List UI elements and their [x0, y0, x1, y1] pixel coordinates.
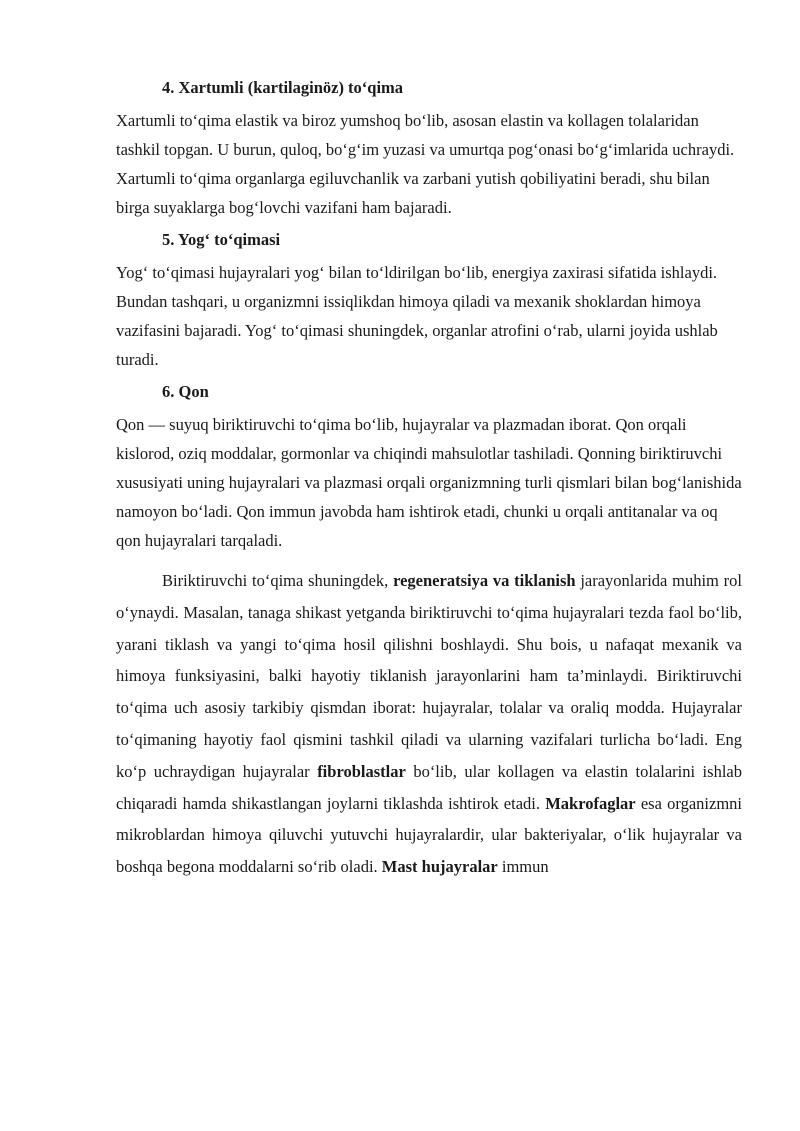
summary-text-3: bo‘lib, ular kollagen va elastin tolalarini ishlab chiqaradi hamda shikastlangan joylarni tiklashda ishtirok etadi. [116, 761, 742, 813]
summary-paragraph [116, 565, 742, 883]
summary-text-5: immun [497, 857, 549, 877]
summary-text-1: Biriktiruvchi to‘qima shuningdek, [162, 571, 394, 590]
section-text-adipose: Yog‘ to‘qimasi hujayralari yog‘ bilan to‘ldirilgan bo‘lib, energiya zaxirasi sifatida ishlaydi. Bundan tashqari, u organizmni issiqlikdan himoya qiladi va mexanik shoklardan himoya vazifasini bajaradi. Yog‘ to‘qimasi shuningdek, organlar atrofini o‘rab, ularni joyida ushlab turadi. [116, 263, 718, 369]
section-heading-cartilage: 4. Xartumli (kartilaginöz) to‘qima [162, 78, 404, 97]
summary-bold-regeneration: regeneratsiya va tiklanish [393, 571, 576, 590]
summary-text-4: esa organizmni mikroblardan himoya qiluvchi yutuvchi hujayralardir, ular bakteriyalar, o‘lik hujayralar va boshqa begona moddalarni so‘rib oladi. [116, 793, 742, 877]
document-body [116, 76, 742, 889]
summary-bold-mast-cells: Mast hujayralar [381, 857, 498, 877]
section-text-blood: Qon — suyuq biriktiruvchi to‘qima bo‘lib, hujayralar va plazmadan iborat. Qon orqali kislorod, oziq moddalar, gormonlar va chiqindi mahsulotlar tashiladi. Qonning biriktiruvchi xususiyati uning hujayralari va plazmasi orqali organizmning turli qismlari bilan bog‘lanishida namoyon bo‘ladi. Qon immun javobda ham ishtirok etadi, chunki u orqali antitanalar va oq qon hujayralari tarqaladi. [116, 415, 742, 550]
section-text-cartilage: Xartumli to‘qima elastik va biroz yumshoq bo‘lib, asosan elastin va kollagen tolalaridan tashkil topgan. U burun, quloq, bo‘g‘im yuzasi va umurtqa pog‘onasi bo‘g‘imlarida uchraydi. Xartumli to‘qima organlarga egiluvchanlik va zarbani yutish qobiliyatini beradi, shu bilan birga suyaklarga bog‘lovchi vazifani ham bajaradi. [116, 111, 735, 217]
summary-bold-fibroblasts: fibroblastlar [317, 761, 406, 781]
section-heading-blood: 6. Qon [162, 382, 209, 401]
summary-text-2: jarayonlarida muhim rol o‘ynaydi. Masalan, tanaga shikast yetganda biriktiruvchi to‘qima hujayralari tezda faol bo‘lib, yarani tiklash va yangi to‘qima hosil qilishni boshlaydi. Shu bois, u nafaqat mexanik va himoya funksiyasini, balki hayotiy tiklanish jarayonlarini ham ta’minlaydi. Biriktiruvchi to‘qima uch asosiy tarkibiy qismdan iborat: hujayralar, tolalar va oraliq modda. Hujayralar to‘qimaning hayotiy faol qismini tashkil qiladi va ularning vazifalari turlicha bo‘ladi. Eng ko‘p uchraydigan hujayralar [116, 571, 742, 781]
section-heading-adipose: 5. Yog‘ to‘qimasi [162, 230, 281, 249]
summary-bold-macrophages: Makrofaglar [545, 793, 636, 813]
